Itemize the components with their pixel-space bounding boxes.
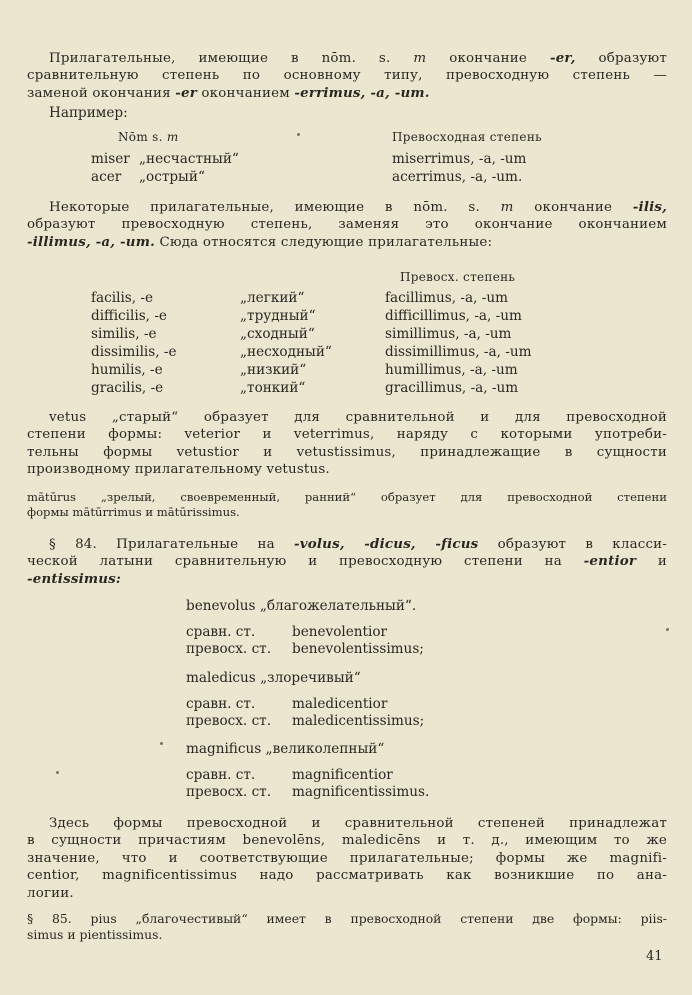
- text: образуют: [598, 51, 667, 66]
- table2-sup: humillimus, -a, -um: [385, 362, 518, 378]
- text: окончанием: [201, 85, 290, 101]
- table2-sup: gracillimus, -a, -um: [385, 380, 519, 396]
- suffix: -errimus, -a, -um.: [294, 84, 430, 101]
- text-line: в сущности причастиям benevolēns, maledicēns и т. д., имеющим то же: [27, 833, 667, 849]
- table1-lat: miser: [91, 151, 130, 167]
- text: vetus „старый“ образует для сравнительной и для превосходной: [49, 410, 667, 425]
- gender-m: m: [413, 51, 427, 66]
- table2-sup: simillimus, -a, -um: [385, 326, 512, 342]
- text-line: centior, magnificentissimus надо рассматривать как возникшие по ана-: [27, 868, 667, 884]
- text-line: simus и pientissimus.: [27, 927, 163, 942]
- paper-speck: [666, 628, 669, 631]
- text: Сюда относятся следующие прилагательные:: [159, 234, 493, 250]
- comp-form: benevolentior: [292, 624, 388, 640]
- text-line: производному прилагательному vetustus.: [27, 462, 330, 478]
- suffix: -volus, -dicus, -ficus: [294, 536, 479, 552]
- table1-sup: acerrimus, -a, -um.: [392, 169, 523, 185]
- text-line: тельны формы vetustior и vetustissimus, принадлежащие в сущности: [27, 444, 667, 460]
- suffix: -er: [175, 84, 197, 101]
- example-word: benevolus „благожелательный“.: [186, 598, 417, 614]
- section-85: [27, 911, 667, 943]
- table2-lat: dissimilis, -e: [91, 344, 177, 360]
- text-line: сравнительную степень по основному типу, превосходную степень —: [27, 68, 667, 84]
- table2-sup: dissimillimus, -a, -um: [385, 344, 532, 360]
- sup-label: превосх. ст.: [186, 641, 272, 657]
- text: окончание: [534, 200, 613, 215]
- table1-rus: „острый“: [139, 169, 205, 185]
- table1-lat: acer: [91, 169, 122, 185]
- paper-speck: [297, 133, 300, 136]
- paper-speck: [56, 771, 59, 774]
- sup-form: maledicentissimus;: [292, 713, 425, 729]
- table1-sup: miserrimus, -a, -um: [392, 151, 527, 167]
- text-line: формы mātūrrimus и mātūrissimus.: [27, 505, 240, 519]
- suffix: -entior: [583, 553, 637, 570]
- table2-lat: difficilis, -e: [91, 308, 167, 324]
- text: § 85. pius „благочестивый“ имеет в превосходной степени две формы: piis-: [27, 911, 667, 926]
- paper-speck: [160, 742, 163, 745]
- text: образуют в класси-: [497, 537, 668, 552]
- table2-rus: „легкий“: [240, 290, 305, 306]
- text: ческой латыни сравнительную и превосходную степени на: [27, 554, 562, 570]
- sup-label: превосх. ст.: [186, 784, 272, 800]
- table2-rus: „тонкий“: [240, 380, 306, 396]
- comp-label: сравн. ст.: [186, 696, 256, 712]
- text: и: [657, 554, 667, 570]
- table2-lat: humilis, -e: [91, 362, 163, 378]
- table2-rus: „низкий“: [240, 362, 307, 378]
- comp-label: сравн. ст.: [186, 767, 256, 783]
- text: Прилагательные, имеющие в nōm. s.: [49, 51, 391, 66]
- table2-sup: difficillimus, -a, -um: [385, 308, 522, 324]
- table2-rus: „трудный“: [240, 308, 316, 324]
- suffix: -illimus, -a, -um.: [27, 233, 155, 250]
- example-word: maledicus „злоречивый“: [186, 670, 361, 686]
- gender-m: m: [500, 200, 514, 215]
- table2-rus: „сходный“: [240, 326, 315, 342]
- sup-form: benevolentissimus;: [292, 641, 424, 657]
- text-line: степени формы: veterior и veterrimus, наряду с которыми употреби-: [27, 427, 667, 443]
- table1-rus: „несчастный“: [139, 151, 239, 167]
- paragraph-ilis-adjectives: [27, 199, 667, 251]
- table1-col2-header: Превосходная степень: [392, 130, 542, 144]
- table2-lat: facilis, -e: [91, 290, 154, 306]
- page-number: 41: [646, 949, 663, 964]
- suffix: -ilis,: [632, 199, 668, 215]
- suffix: -entissimus:: [27, 570, 122, 587]
- table1-col1-header: Nōm s. m: [118, 130, 179, 144]
- table2-sup: facillimus, -a, -um: [385, 290, 508, 306]
- suffix: -er,: [549, 50, 576, 66]
- text-line: логии.: [27, 885, 74, 901]
- text: окончание: [449, 51, 528, 66]
- paragraph-er-adjectives: [27, 50, 667, 102]
- sup-label: превосх. ст.: [186, 713, 272, 729]
- sup-form: magnificentissimus.: [292, 784, 430, 800]
- table2-lat: gracilis, -e: [91, 380, 164, 396]
- comp-form: magnificentior: [292, 767, 393, 783]
- example-intro: Например:: [49, 105, 128, 121]
- text: Здесь формы превосходной и сравнительной степеней принадлежат: [49, 816, 667, 831]
- example-word: magnificus „великолепный“: [186, 741, 385, 757]
- table2-lat: similis, -e: [91, 326, 157, 342]
- table2-header: Превосх. степень: [400, 270, 516, 284]
- comp-label: сравн. ст.: [186, 624, 256, 640]
- text-line: значение, что и соответствующие прилагательные; формы же magnifi-: [27, 850, 667, 866]
- note-maturus: [27, 490, 667, 520]
- text: Некоторые прилагательные, имеющие в nōm. s.: [49, 200, 480, 215]
- comp-form: maledicentior: [292, 696, 388, 712]
- paragraph-participles: [27, 815, 667, 902]
- paragraph-vetus: [27, 409, 667, 479]
- text-line: образуют превосходную степень, заменяя это окончание окончанием: [27, 217, 667, 233]
- text: заменой окончания: [27, 85, 171, 101]
- section-84: [27, 536, 667, 588]
- table2-rus: „несходный“: [240, 344, 332, 360]
- text: mātūrus „зрелый, своевременный, ранний“ образует для превосходной степени: [27, 490, 667, 504]
- text: § 84. Прилагательные на: [49, 537, 275, 552]
